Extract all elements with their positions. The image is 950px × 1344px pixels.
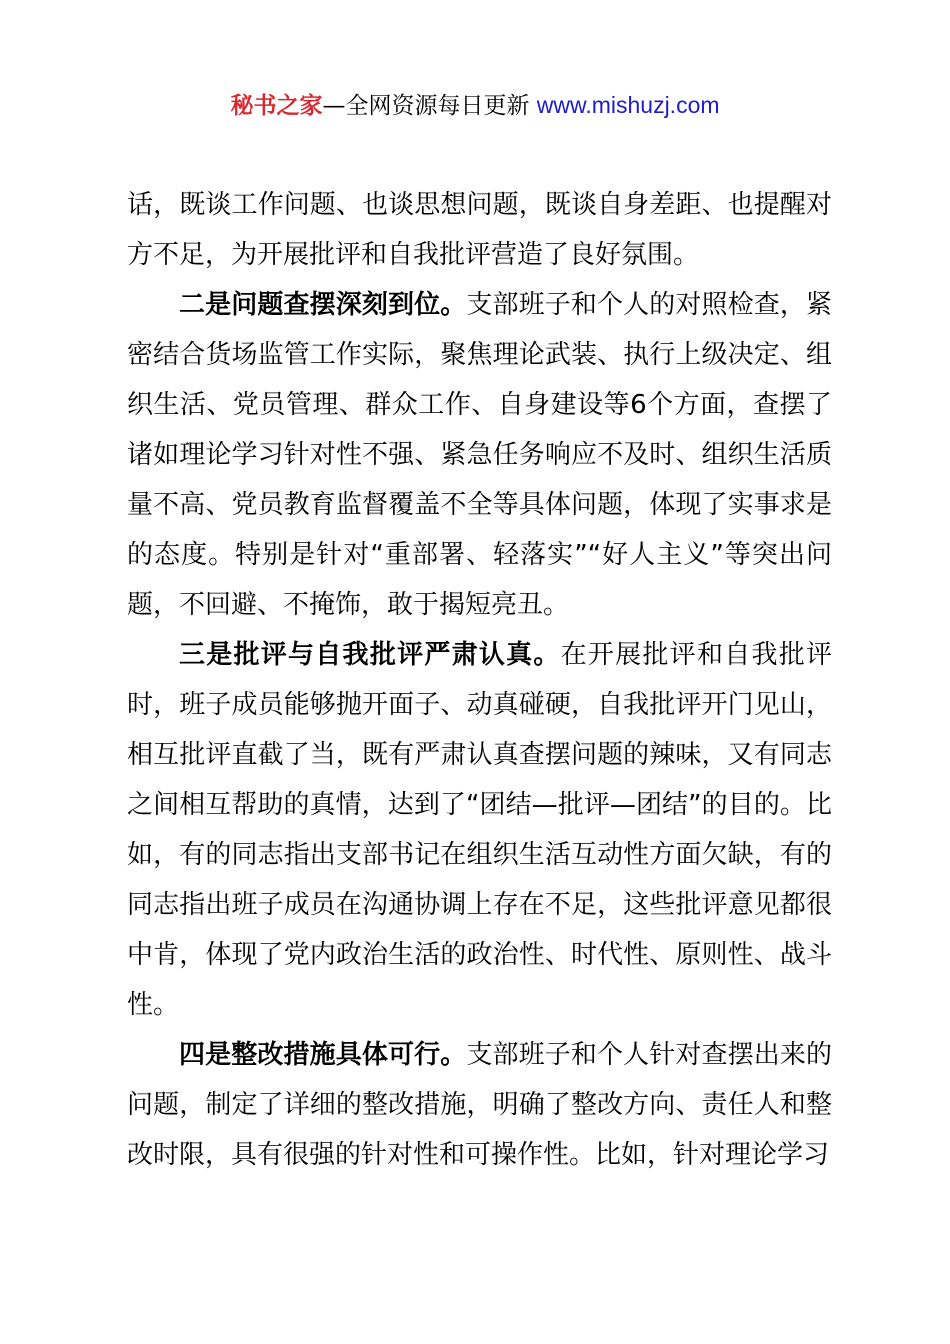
brand-name: 秘书之家: [230, 93, 323, 119]
paragraph-point-three: [127, 630, 832, 1030]
paragraph-point-two: [127, 280, 832, 630]
paragraph-text: 话，既谈工作问题、也谈思想问题，既谈自身差距、也提醒对方不足，为开展批评和自我批评营造了良好氛围。: [127, 190, 832, 270]
website-link[interactable]: www.mishuzj.com: [536, 92, 720, 118]
paragraph-heading: 四是整改措施具体可行。: [179, 1040, 467, 1070]
paragraph-text: 支部班子和个人的对照检查，紧密结合货场监管工作实际，聚焦理论武装、执行上级决定、组织生活、党员管理、群众工作、自身建设等6个方面，查摆了诸如理论学习针对性不强、紧急任务响应不及时、组织生活质量不高、党员教育监督覆盖不全等具体问题，体现了实事求是的态度。特别是针对“重部署、轻落实”“好人主义”等突出问题，不回避、不掩饰，敢于揭短亮丑。: [127, 290, 832, 620]
paragraph-heading: 二是问题查摆深刻到位。: [179, 290, 467, 320]
header-tagline: —全网资源每日更新: [322, 93, 530, 119]
page-header: [0, 88, 950, 123]
paragraph-point-four: [127, 1030, 832, 1180]
paragraph-heading: 三是批评与自我批评严肃认真。: [179, 640, 561, 670]
paragraph-text: 支部班子和个人针对查摆出来的问题，制定了详细的整改措施，明确了整改方向、责任人和整改时限，具有很强的针对性和可操作性。比如，针对理论学习: [127, 1040, 832, 1170]
document-body: [127, 180, 832, 1180]
paragraph-continuation: [127, 180, 832, 280]
paragraph-text: 在开展批评和自我批评时，班子成员能够抛开面子、动真碰硬，自我批评开门见山，相互批评直截了当，既有严肃认真查摆问题的辣味，又有同志之间相互帮助的真情，达到了“团结—批评—团结”的目的。比如，有的同志指出支部书记在组织生活互动性方面欠缺，有的同志指出班子成员在沟通协调上存在不足，这些批评意见都很中肯，体现了党内政治生活的政治性、时代性、原则性、战斗性。: [127, 640, 832, 1020]
